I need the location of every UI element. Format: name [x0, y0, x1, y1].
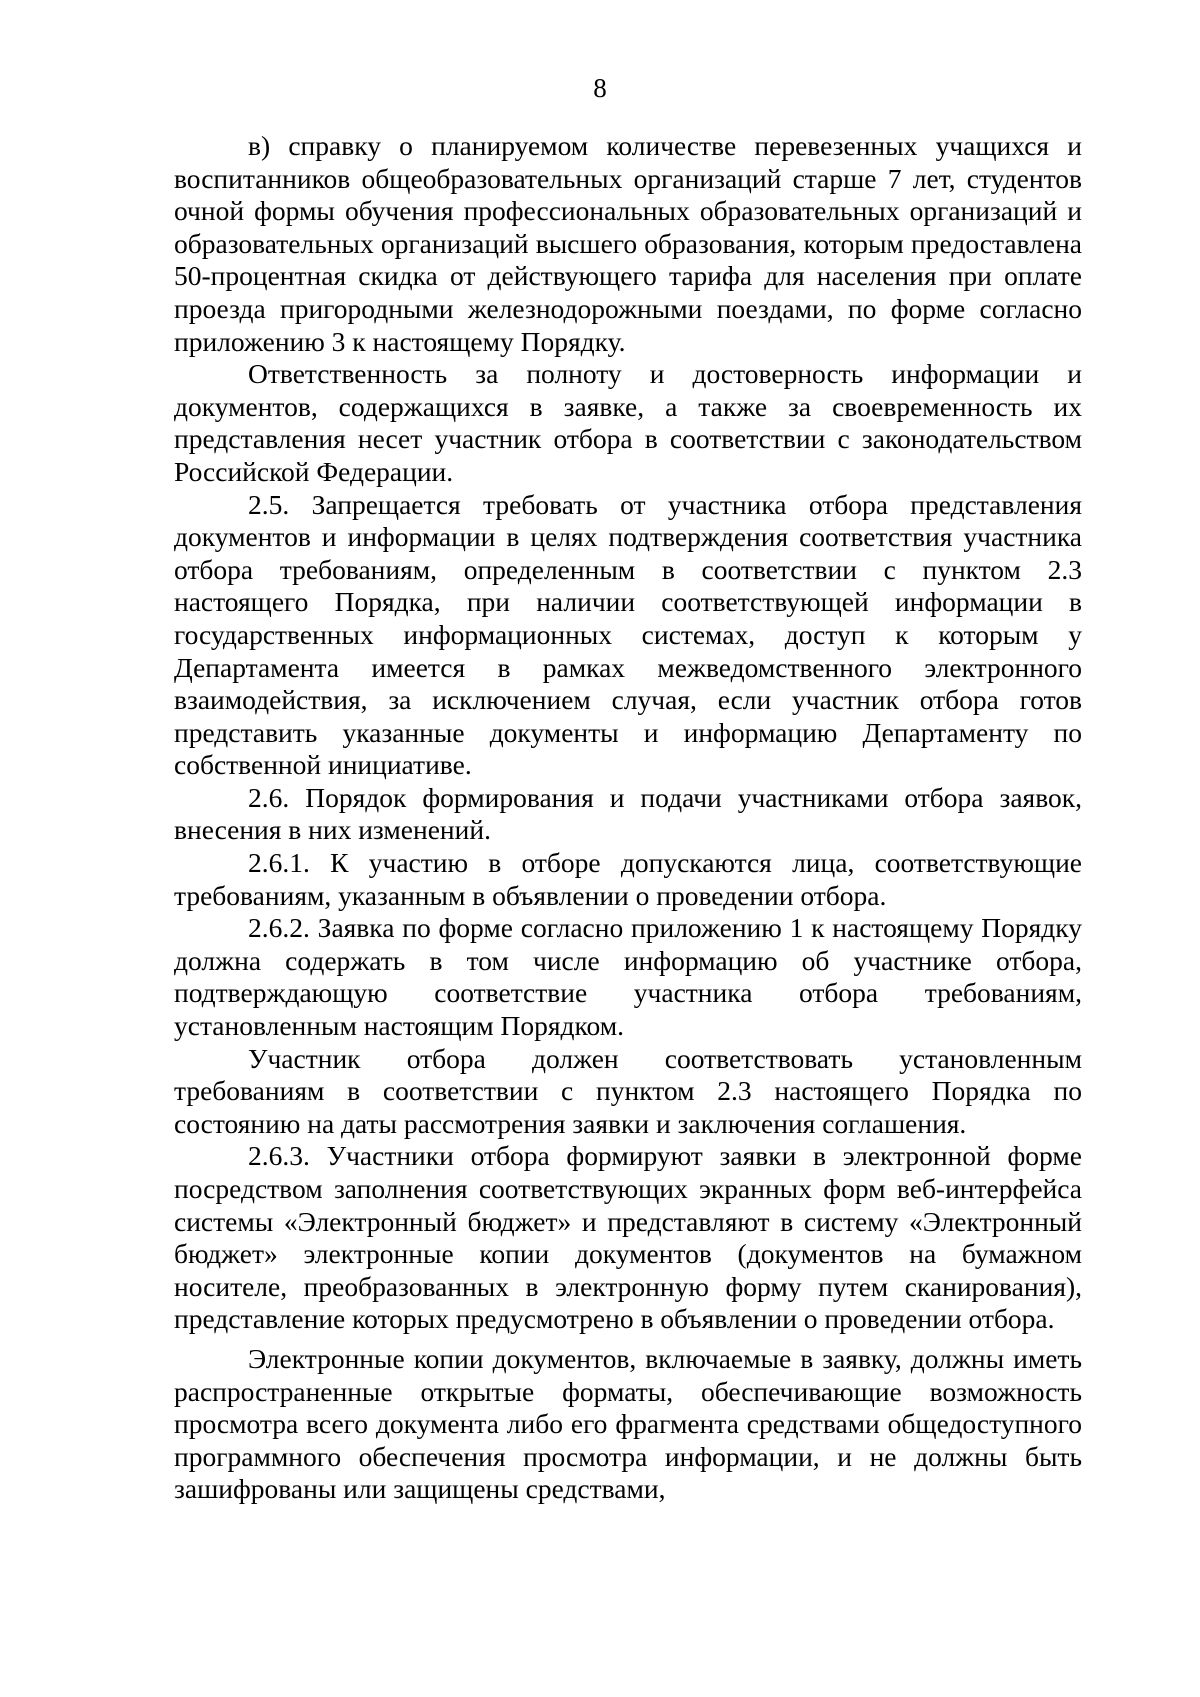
paragraph-2-6-2: 2.6.2. Заявка по форме согласно приложению 1 к настоящему Порядку должна содержать в том числе информацию об участнике отбора, подтверждающую соответствие участника отбора требованиям, установленным настоящим Порядком.: [174, 912, 1082, 1042]
paragraph-2-6: 2.6. Порядок формирования и подачи участниками отбора заявок, внесения в них изменений.: [174, 781, 1082, 846]
paragraph-electronic-copies: Электронные копии документов, включаемые в заявку, должны иметь распространенные открытые форматы, обеспечивающие возможность просмотра всего документа либо его фрагмента средствами общедоступного программного обеспечения просмотра информации, и не должны быть зашифрованы или защищены средствами,: [174, 1342, 1082, 1505]
document-body: [174, 130, 1082, 1506]
paragraph-responsibility: Ответственность за полноту и достоверность информации и документов, содержащихся в заявке, а также за своевременность их представления несет участник отбора в соответствии с законодательством Российской Федерации.: [174, 358, 1082, 487]
paragraph-2-6-1: 2.6.1. К участию в отборе допускаются лица, соответствующие требованиям, указанным в объявлении о проведении отбора.: [174, 847, 1082, 911]
page-number: 8: [593, 73, 607, 103]
paragraph-2-6-3: 2.6.3. Участники отбора формируют заявки в электронной форме посредством заполнения соответствующих экранных форм веб-интерфейса системы «Электронный бюджет» и представляют в систему «Электронный бюджет» электронные копии документов (документов на бумажном носителе, преобразованных в электронную форму путем сканирования), представление которых предусмотрено в объявлении о проведении отбора.: [174, 1140, 1082, 1335]
paragraph-2-5: 2.5. Запрещается требовать от участника отбора представления документов и информации в целях подтверждения соответствия участника отбора требованиям, определенным в соответствии с пунктом 2.3 настоящего Порядка, при наличии соответствующей информации в государственных информационных системах, доступ к которым у Департамента имеется в рамках межведомственного электронного взаимодействия, за исключением случая, если участник отбора готов представить указанные документы и информацию Департаменту по собственной инициативе.: [174, 488, 1082, 781]
paragraph-spravka: в) справку о планируемом количестве перевезенных учащихся и воспитанников общеобразовательных организаций старше 7 лет, студентов очной формы обучения профессиональных образовательных организаций и образовательных организаций высшего образования, которым предоставлена 50-процентная скидка от действующего тарифа для населения при оплате проезда пригородными железнодорожными поездами, по форме согласно приложению 3 к настоящему Порядку.: [174, 130, 1082, 357]
paragraph-participant-requirements: Участник отбора должен соответствовать установленным требованиям в соответствии с пунктом 2.3 настоящего Порядка по состоянию на даты рассмотрения заявки и заключения соглашения.: [174, 1042, 1082, 1139]
